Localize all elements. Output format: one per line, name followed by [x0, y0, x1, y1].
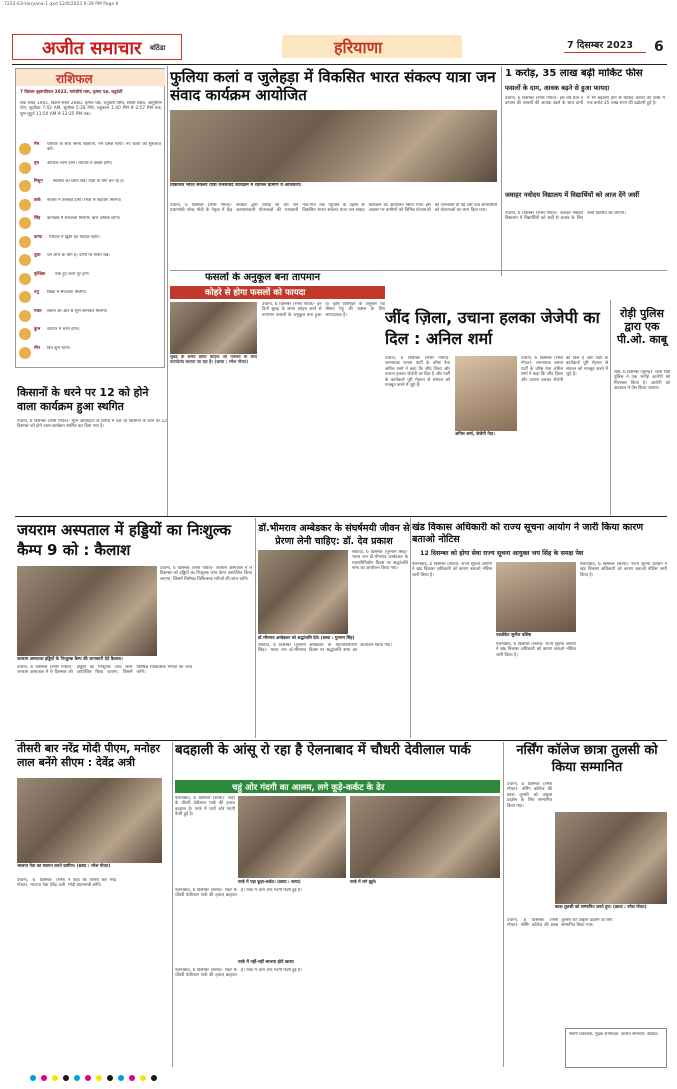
sign-row	[19, 252, 163, 270]
sign-row	[19, 271, 163, 289]
jjp-caption: अनिल शर्मा, जेजेपी नेता।	[455, 432, 495, 437]
sign-name: मकर	[34, 308, 42, 314]
date: 7 दिसम्बर 2023	[567, 40, 633, 51]
notice-caption: एडवोकेट सुनील वशिष्ठ	[496, 633, 531, 638]
rashifal-head: 7 दिसंबर बृहस्पतिवार 2023, मार्गशीर्ष मास, कृष्णा पक्ष, चतुर्दशी	[20, 89, 123, 94]
ambedkar-headline: डॉ.भीमराव अम्बेडकर के संघर्षमयी जीवन से प्रेरणा लेनी चाहिए: डॉ. देव प्रकाश	[258, 523, 410, 547]
notice-subhead: 12 दिसम्बर को होगा सेवा राज्य सूचना आयुक्त जय सिंह के समक्ष पेश	[420, 550, 584, 557]
modi-photo	[17, 778, 162, 863]
libra-icon	[19, 254, 31, 266]
sign-row	[19, 160, 163, 178]
sign-name: मिथुन	[34, 179, 43, 184]
sign-text: स्वास्थ्य का ध्यान रखें। यात्रा के योग बन रहे हैं।	[53, 179, 125, 184]
market-headline: 1 करोड़, 35 लाख बढ़ी मार्किट फीस	[505, 68, 643, 79]
sign-text: धन लाभ के योग हैं। वाणी पर संयम रखें।	[47, 253, 111, 258]
sign-name: सिंह	[34, 216, 41, 221]
sign-text: आर्थिक लाभ होगा। व्यापार में उन्नति होगी।	[47, 160, 113, 166]
nursing-body: उचाना, 6 दिसम्बर (रमेश गोयत)- नर्सिंग कॉलेज की छात्रा तुलसी को उत्कृष्ट प्रदर्शन के लिए सम्मानित किया गया।	[507, 782, 552, 809]
devilal-subhead: चहुं ओर गंदगी का आलम, लगे कूड़े-कर्कट के ढेर	[232, 783, 385, 793]
sign-row	[19, 215, 163, 233]
newspaper-name: अजीत समाचार	[42, 38, 142, 59]
notice-headline: खंड विकास अधिकारी को राज्य सूचना आयोग ने जारी किया कारण बताओ नोटिस	[412, 522, 644, 545]
lead-photo	[170, 110, 497, 182]
sign-name: कुंभ	[34, 327, 41, 332]
gemini-icon	[19, 180, 31, 192]
devilal-headline: बदहाली के आंसू रो रहा है ऐलनाबाद में चौधरी देवीलाल पार्क	[175, 742, 471, 758]
cancer-icon	[19, 199, 31, 211]
sign-row	[19, 141, 163, 159]
sign-name: कर्क	[34, 197, 41, 203]
imprint: स्वामी प्रकाशक, मुद्रक सम्पादक: अजीत समाचार, बठिंडा।	[569, 1032, 659, 1037]
lead-body: उचाना, 6 दिसम्बर (रमेश गोयत)- प्रधानमंत्री नरेन्द्र मोदी के नेतृत्व में केंद्र सरकार द्वारा चलाई जा रही जन कल्याणकारी योजनाओं की जानकारी गांव-गांव तक पहुंचाने के उद्देश्य से विकसित भारत संकल्प यात्रा जन संवाद कार्यक्रम का आयोजन किया गया। इस अवसर पर ग्रामीणों को विभिन्न योजनाओं की जानकारी दी गई और पात्र लाभार्थियों को योजनाओं का लाभ दिया गया।	[170, 203, 497, 214]
sign-row	[19, 308, 163, 326]
sign-name: तुला	[34, 253, 41, 258]
sign-text: रुके हुए कार्य पूरे होंगे।	[55, 271, 90, 277]
sign-name: वृश्चिक	[34, 271, 46, 277]
farmers-body: उचाना, 6 दिसम्बर (रमेश गोयत)- भूमि अधिग्रहण के विरोध में चल रहे किसानों के धरने पर 12 दिसम्बर को होने वाला कार्यक्रम स्थगित कर दिया गया है।	[17, 419, 167, 430]
jjp-body: उचाना, 6 दिसम्बर (रमेश गोयत)- जननायक जनता पार्टी के वरिष्ठ नेता अनिल शर्मा ने कहा कि जींद ज़िला और उचाना हलका जेजेपी का दिल है और पार्टी के कार्यकर्ता पूरी मेहनत से संगठन को मजबूत करने में जुटे हैं।	[385, 356, 450, 389]
modi-body: उचाना, 6 दिसम्बर (रमेश गोयत)- भाजपा नेता देवेंद्र अत्री ने कहा कि तीसरी बार नरेंद्र मोदी प्रधानमंत्री बनेंगे।	[17, 878, 116, 889]
sign-row	[19, 326, 163, 344]
masthead	[12, 32, 667, 62]
weather-body: उचाना, 6 दिसम्बर (रमेश गोयत)- इन दिनों सुबह के समय कोहरा छाने से तापमान फसलों के अनुकूल बना हुआ है। कृषि विशेषज्ञों के अनुसार यह मौसम गेहूं की फसल के लिए लाभदायक है।	[262, 302, 385, 318]
modi-headline: तीसरी बार नरेंद्र मोदी पीएम, मनोहर लाल बनेंगे सीएम : देवेंद्र अत्री	[17, 742, 161, 769]
jjp-headline: जींद ज़िला, उचाना हलका जेजेपी का दिल : अनिल शर्मा	[385, 308, 600, 348]
devilal-body-2: ऐलनाबाद, 6 दिसम्बर (सत्या)- शहर के चौधरी देवीलाल पार्क की हालत बदहाल है। पार्क में चारों ओर गंदगी फैली हुई है।	[175, 888, 302, 899]
devilal-body-3: ऐलनाबाद, 6 दिसम्बर (सत्या)- शहर के चौधरी देवीलाल पार्क की हालत बदहाल है। पार्क में चारों ओर गंदगी फैली हुई है।	[175, 968, 302, 979]
weather-caption: सुबह के समय छाया कोहरा जो फसलों के लिए फायदेमंद बताया जा रहा है। (छाया : रमेश गोयत)	[170, 355, 257, 366]
weather-headline: फसलों के अनुकूल बना तापमान	[205, 272, 321, 283]
notice-body: ऐलनाबाद, 6 दिसम्बर (सत्या)- राज्य सूचना आयोग ने खंड विकास अधिकारी को कारण बताओ नोटिस जारी किया है।	[412, 562, 492, 578]
taurus-icon	[19, 162, 31, 174]
aries-icon	[19, 143, 31, 155]
sign-text: कार्यक्षेत्र में सफलता मिलेगी। खर्च अधिक रहेगा।	[47, 216, 121, 221]
sign-text: व्यापार में लाभ होगा।	[47, 327, 80, 332]
ambedkar-caption: डॉ.भीमराव अम्बेडकर को श्रद्धांजलि देते। (छाया : गुरनाम सिंह)	[258, 635, 355, 640]
nursing-body-2: उचाना, 6 दिसम्बर (रमेश गोयत)- नर्सिंग कॉलेज की छात्रा तुलसी को उत्कृष्ट प्रदर्शन के लिए सम्मानित किया गया।	[507, 918, 613, 929]
lead-caption: विकसित भारत संकल्प यात्रा जनसंवाद कार्यक्रम में शामिल ग्रामीण व अधिकारी।	[170, 183, 302, 188]
ambedkar-body-side: सफीदों, 6 दिसम्बर (गुरनाम सिंह)- भारत रत्न डॉ.भीमराव अम्बेडकर के महापरिनिर्वाण दिवस पर श्रद्धांजलि सभा का आयोजन किया गया।	[352, 550, 408, 572]
rashifal-list	[19, 141, 163, 366]
virgo-icon	[19, 236, 31, 248]
devilal-caption-1: पार्क में पड़ा कूड़ा-कर्कट। (छाया : सत्या)	[238, 879, 301, 884]
farmers-headline: किसानों के धरने पर 12 को होने वाला कार्यक्रम हुआ स्थगित	[17, 386, 149, 413]
rashifal-box	[15, 68, 165, 368]
devilal-body: ऐलनाबाद, 6 दिसम्बर (सत्या)- शहर के चौधरी देवीलाल पार्क की हालत बदहाल है। पार्क में चारों ओर गंदगी फैली हुई है।	[175, 796, 235, 818]
notice-body-3: ऐलनाबाद, 6 दिसम्बर (सत्या)- राज्य सूचना आयोग ने खंड विकास अधिकारी को कारण बताओ नोटिस जारी किया है।	[496, 642, 576, 658]
devilal-photo-2	[350, 796, 500, 878]
capricorn-icon	[19, 310, 31, 322]
nursing-photo	[555, 812, 667, 904]
sign-text: शिक्षा में सफलता मिलेगी।	[47, 290, 87, 295]
sign-row	[19, 289, 163, 307]
footer-box	[565, 1028, 667, 1068]
sign-row	[19, 234, 163, 252]
notice-body-2: ऐलनाबाद, 6 दिसम्बर (सत्या)- राज्य सूचना आयोग ने खंड विकास अधिकारी को कारण बताओ नोटिस जारी किया है।	[580, 562, 667, 578]
devilal-crosshead: पार्क में नहीं-नहीं भाजपा होते खतरा	[238, 960, 294, 965]
sagittarius-icon	[19, 291, 31, 303]
market-subhead: फसलों के दाम, आवक बढ़ने से हुआ फायदा	[505, 84, 610, 92]
jairam-headline: जयराम अस्पताल में हड्डियों का निःशुल्क कैम्प 9 को : कैलाश	[17, 521, 232, 559]
jjp-photo	[455, 356, 517, 431]
jairam-caption: जयराम अस्पताल हड्डियों के निःशुल्क कैम्प की जानकारी देते कैलाश।	[17, 657, 123, 662]
jairam-body: उचाना, 6 दिसम्बर (रमेश गोयत)- जयराम अस्पताल में 9 दिसम्बर को हड्डियों का निःशुल्क जांच कैम्प आयोजित किया जाएगा, जिसमें विशेषज्ञ चिकित्सक मरीजों की जांच करेंगे।	[17, 665, 193, 676]
jairam-photo	[17, 566, 157, 656]
rashifal-title: राशिफल	[56, 72, 93, 86]
market-crosshead: जवाहर नवोदय विद्यालय में विद्यार्थियों को आज देंगे जर्सी	[505, 191, 640, 199]
sign-row	[19, 178, 163, 196]
weather-photo	[170, 302, 257, 354]
market-body: उचाना, 6 दिसम्बर (रमेश गोयत)- इस वर्ष धान व कपास की फसलों की आवक बढ़ने के साथ दामों में भी बढ़ोतरी होने से मार्किट कमेटी की फीस में एक करोड़ 35 लाख रुपए की बढ़ोतरी हुई है।	[505, 96, 665, 107]
notice-photo	[496, 562, 576, 632]
jjp-body-2: उचाना, 6 दिसम्बर (रमेश गोयत)- जननायक जनता पार्टी के वरिष्ठ नेता अनिल शर्मा ने कहा कि जींद ज़िला और उचाना हलका जेजेपी का दिल है और पार्टी के कार्यकर्ता पूरी मेहनत से संगठन को मजबूत करने में जुटे हैं।	[521, 356, 608, 383]
pisces-icon	[19, 347, 31, 359]
sign-name: कन्या	[34, 234, 43, 240]
sign-name: मीन	[34, 345, 41, 351]
sign-text: नौकरी में तरक्की होगी। मित्रों से सहयोग मिलेगा।	[47, 197, 122, 203]
devilal-photo-1	[238, 796, 346, 878]
weather-subhead: कोहरे से होगा फसलों को फायदा	[205, 288, 306, 298]
roadie-headline: रोड़ी पुलिस द्वारा एक पी.ओ. काबू	[616, 307, 668, 346]
edition-city: बठिंडा	[150, 44, 166, 52]
sign-name: वृष	[34, 160, 39, 166]
sign-text: संतान की ओर से शुभ समाचार मिलेगा।	[47, 308, 108, 314]
nursing-headline: नर्सिंग कॉलेज छात्रा तुलसी को किया सम्मानित	[516, 743, 658, 775]
sign-row	[19, 345, 163, 363]
section-title: हरियाणा	[334, 38, 383, 57]
registration-bar	[30, 1075, 650, 1081]
sign-name: मेष	[34, 142, 40, 147]
leo-icon	[19, 217, 31, 229]
modi-caption: भाजपा नेता का स्वागत करते ग्रामीण। (छाया : रमेश गोयत)	[17, 864, 111, 869]
sign-row	[19, 197, 163, 215]
nursing-caption: छात्रा तुलसी को सम्मानित करते हुए। (छाया : रमेश गोयत)	[555, 905, 647, 910]
sign-name: धनु	[34, 290, 40, 295]
print-slug: 7222-63-Haryana-1.qxd 12/6/2023 9:39 PM Page 6	[4, 2, 119, 7]
aquarius-icon	[19, 328, 31, 340]
sign-text: परिवार में खुशी का माहौल रहेगा।	[49, 234, 101, 240]
sign-text: परिवार के साथ समय बिताएंगे, मन प्रसन्न रहेगा। नए कार्यों की शुरुआत करें।	[47, 142, 161, 153]
lead-headline: फुलिया कलां व जुलेहड़ा में विकसित भारत संकल्प यात्रा जन संवाद कार्यक्रम आयोजित	[170, 68, 496, 104]
ambedkar-photo	[258, 550, 348, 634]
scorpio-icon	[19, 273, 31, 285]
page-number: 6	[654, 39, 664, 55]
sign-text: दिन शुभ रहेगा।	[47, 345, 71, 351]
devilal-caption-2: पार्क में लगे झूले।	[350, 879, 377, 884]
market-body-2: उचाना, 6 दिसम्बर (रमेश गोयत)- जवाहर नवोदय विद्यालय में विद्यार्थियों को सर्दी से बचाव के लिए जर्सी वितरित की जाएगी।	[505, 211, 626, 222]
rashifal-intro: शक संवत 1945, विक्रम संवत 2080, कृष्णा पक्ष, चतुर्दशी तिथि, स्वाति नक्षत्र, आयुष्मान योग, सूर्योदय 7:02 AM, सूर्यास्त 5:28 PM, राहुकाल 1:40 PM से 2:57 PM तक, शुभ मुहूर्त 11:50 AM से 12:35 PM तक।	[20, 101, 162, 117]
jairam-body-side: उचाना, 6 दिसम्बर (रमेश गोयत)- जयराम अस्पताल में 9 दिसम्बर को हड्डियों का निःशुल्क जांच कैम्प आयोजित किया जाएगा, जिसमें विशेषज्ञ चिकित्सक मरीजों की जांच करेंगे।	[160, 566, 252, 582]
roadie-body: रोड़ी, 6 दिसम्बर (सुरेन्द्र)- थाना रोड़ी पुलिस ने एक भगोड़े आरोपी को गिरफ्तार किया है। आरोपी को अदालत में पेश किया जाएगा।	[614, 370, 670, 392]
ambedkar-body: सफीदों, 6 दिसम्बर (गुरनाम सिंह)- भारत रत्न डॉ.भीमराव अम्बेडकर के महापरिनिर्वाण दिवस पर श्रद्धांजलि सभा का आयोजन किया गया।	[258, 643, 392, 654]
